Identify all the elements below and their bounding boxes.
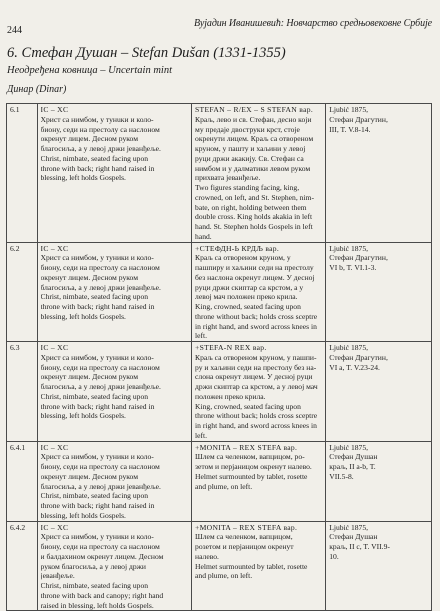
reverse-description-line: left. — [195, 430, 208, 440]
obverse-description-line: биону, седи на престолу са наслоном — [40, 542, 160, 551]
reverse-description-line: and plume, on left. — [195, 481, 253, 491]
references-cell-line: Ljubić 1875, — [329, 105, 369, 114]
reverse-description-line: држи скиптар са крстом, а у левој мач — [195, 382, 318, 391]
references-cell-line: Стефан Драгутин, — [329, 114, 388, 124]
obverse-description-line: IC – XC — [40, 105, 69, 114]
obverse-description-line: blessing, left holds Gospels. — [40, 173, 126, 183]
reverse-description-line: +MONITA – REX STEFA вар. — [195, 442, 298, 452]
references-cell — [326, 521, 432, 611]
reverse-description-line: без наслона окренут лицем. У десној — [195, 272, 315, 282]
references-cell — [326, 242, 432, 342]
reverse-description-line: прихвата јеванђеље. — [195, 173, 261, 183]
references-cell-line: Стефан Драгутин, — [329, 352, 388, 362]
obverse-description-line: окренут лицем. Десном руком — [40, 471, 138, 481]
reverse-description-line: Two figures standing facing, king, — [195, 183, 300, 192]
obverse-description — [37, 521, 192, 611]
reverse-description — [192, 242, 326, 342]
references-cell-line: Стефан Душан — [329, 452, 378, 462]
catalogue-row — [7, 242, 432, 342]
references-cell-line: Ljubić 1875, — [329, 243, 369, 253]
reverse-description-line: Краљ са отвореном круном, у — [195, 253, 291, 263]
reverse-description-line: круном, у пашту и хаљини у левој — [195, 144, 306, 153]
catalogue-number: 6.1 — [7, 104, 38, 243]
obverse-description-line: окренут лицем. Десном руком — [40, 372, 138, 382]
references-cell — [326, 342, 432, 442]
obverse-description-line: и балдахином окренут лицем. Десном — [40, 551, 164, 561]
reverse-description-line: руци држи акакију. Св. Стефан са — [195, 153, 304, 163]
references-cell-line: Ljubić 1875, — [329, 442, 369, 452]
obverse-description-line: throne with back and canopy; right hand — [40, 590, 164, 600]
reverse-description — [192, 104, 326, 243]
reverse-description-line: STEFAN – R/EX – S STEFAN вар. — [195, 105, 314, 114]
obverse-description — [37, 441, 192, 521]
obverse-description-line: окренут лицем. Десном руком — [40, 134, 138, 144]
obverse-description-line: raised in blessing, left holds Gospels. — [40, 600, 154, 610]
obverse-description-line: благосиља, а у левој држи јеванђеље. — [40, 144, 161, 153]
obverse-description-line: Христ са нимбом, у туники и коло- — [40, 253, 154, 263]
reverse-description-line: hand. — [195, 231, 212, 241]
obverse-description-line: throne with back; right hand raised in — [40, 501, 155, 510]
references-cell — [326, 441, 432, 521]
running-head: Вујадин Иванишевић: Новчарство средњовековне Србије — [194, 18, 432, 29]
obverse-description-line: Христ са нимбом, у туники и коло- — [40, 532, 154, 542]
catalogue-number: 6.2 — [7, 242, 38, 342]
catalogue-number: 6.4.1 — [7, 441, 38, 521]
obverse-description-line: окренут лицем. Десном руком — [40, 272, 138, 282]
obverse-description-line: биону, седи на престолу са наслоном — [40, 462, 160, 471]
obverse-description-line: Christ, nimbate, seated facing upon — [40, 491, 149, 501]
obverse-description — [37, 104, 192, 243]
reverse-description — [192, 342, 326, 442]
obverse-description-line: благосиља, а у левој држи јеванђеље. — [40, 382, 161, 391]
reverse-description — [192, 521, 326, 611]
reverse-description-line: left. — [195, 331, 208, 341]
reverse-description-line: and plume, on left. — [195, 571, 253, 581]
catalogue-row — [7, 342, 432, 442]
reverse-description-line: положен преко крила. — [195, 391, 266, 401]
reverse-description-line: double cross. King holds akakia in left — [195, 212, 313, 222]
obverse-description-line: биону, седи на престолу са наслоном — [40, 263, 160, 272]
catalogue-row — [7, 104, 432, 243]
reverse-description-line: crowned, on left, and St. Stephen, nim- — [195, 192, 314, 202]
obverse-description-line: blessing, left holds Gospels. — [40, 311, 126, 321]
references-cell-line: Ljubić 1875, — [329, 343, 369, 352]
references-cell-line: Стефан Драгутин, — [329, 253, 388, 263]
denomination-heading: Динар (Dinar) — [7, 84, 67, 95]
references-cell-line: Ljubić 1875, — [329, 522, 369, 532]
reverse-description-line: +STEFA-N REX вар. — [195, 343, 267, 352]
obverse-description-line: blessing, left holds Gospels. — [40, 411, 126, 421]
page-number: 244 — [7, 25, 22, 36]
catalogue-number: 6.3 — [7, 342, 38, 442]
obverse-description-line: јеванђеље. — [40, 571, 75, 581]
reverse-description-line: King, crowned, seated facing upon — [195, 401, 301, 411]
section-title: 6. Стефан Душан – Stefan Dušan (1331-1355) — [7, 45, 286, 61]
reverse-description-line: му предаје двоструки крст, стоје — [195, 124, 300, 134]
reverse-description — [192, 441, 326, 521]
obverse-description-line: IC – XC — [40, 243, 69, 253]
obverse-description-line: Christ, nimbate, seated facing upon — [40, 292, 149, 302]
obverse-description-line: Christ, nimbate, seated facing upon — [40, 581, 149, 590]
catalogue-number: 6.4.2 — [7, 521, 38, 611]
reverse-description-line: Шлем са челенком, вапцицом, ро- — [195, 452, 305, 462]
obverse-description-line: Christ, nimbate, seated facing upon — [40, 153, 149, 163]
references-cell-line: краљ, II c, T. VII.9- — [329, 542, 390, 551]
reverse-description-line: hand. St. Stephen holds Gospels in left — [195, 222, 313, 231]
reverse-description-line: throne without back; holds cross sceptre — [195, 411, 318, 421]
catalogue-row — [7, 441, 432, 521]
obverse-description-line: Христ са нимбом, у туники и коло- — [40, 452, 154, 462]
reverse-description-line: +СТЕФДН-Ь КРДЉ вар. — [195, 243, 280, 253]
obverse-description — [37, 342, 192, 442]
reverse-description-line: King, crowned, seated facing upon — [195, 302, 301, 311]
references-cell-line: III, T. V.8-14. — [329, 124, 371, 134]
references-cell-line: 10. — [329, 551, 339, 561]
obverse-description-line: throne with back; right hand raised in — [40, 302, 155, 311]
reverse-description-line: руци држи скиптар са крстом, а у — [195, 282, 304, 292]
obverse-description-line: IC – XC — [40, 442, 69, 452]
obverse-description-line: blessing, left holds Gospels. — [40, 510, 126, 520]
obverse-description-line: IC – XC — [40, 343, 69, 352]
reverse-description-line: пашпиру и хаљини седи на престолу — [195, 263, 314, 272]
reverse-description-line: Краљ са отвореном круном, у пашпи- — [195, 352, 317, 362]
obverse-description-line: throne with back; right hand raised in — [40, 401, 155, 411]
reverse-description-line: Helmet surmounted by tablet, rosette — [195, 561, 308, 571]
reverse-description-line: Краљ, лево и св. Стефан, десно који — [195, 114, 312, 124]
reverse-description-line: зетом и перјаницом окренут налево. — [195, 462, 312, 471]
reverse-description-line: in right hand, and sword across knees in — [195, 421, 317, 430]
obverse-description-line: биону, седи на престолу са наслоном — [40, 362, 160, 372]
reverse-description-line: +MONITA – REX STEFA вар. — [195, 522, 298, 532]
obverse-description-line: throne with back; right hand raised in — [40, 163, 155, 173]
reverse-description-line: нимбом и у далматики левом руком — [195, 163, 311, 173]
obverse-description-line: благосиља, а у левој држи јеванђеље. — [40, 481, 161, 491]
reverse-description-line: Шлем са челенком, вапцицом, — [195, 532, 293, 542]
reverse-description-line: in right hand, and sword across knees in — [195, 321, 317, 331]
reverse-description-line: bate, on right, holding between them — [195, 202, 307, 212]
reverse-description-line: ру и хаљини седи на престолу без на- — [195, 362, 317, 372]
references-cell-line: VI b, T. VI.1-3. — [329, 263, 377, 272]
section-subtitle: Неодређена ковница – Uncertain mint — [7, 65, 172, 76]
references-cell-line: Стефан Душан — [329, 532, 378, 542]
reverse-description-line: окренути лицем. Краљ са отвореном — [195, 134, 314, 144]
obverse-description-line: биону, седи на престолу са наслоном — [40, 124, 160, 134]
obverse-description — [37, 242, 192, 342]
coin-catalogue-rows — [7, 104, 432, 611]
reverse-description-line: Helmet surmounted by tablet, rosette — [195, 471, 308, 481]
coin-catalogue-table — [6, 103, 432, 611]
obverse-description-line: Христ са нимбом, у тунuки и коло- — [40, 114, 154, 124]
references-cell-line: краљ, II a-b, T. — [329, 462, 376, 471]
reverse-description-line: левој мач положен преко крила. — [195, 292, 298, 302]
reverse-description-line: розетом и перјаницом окренут — [195, 542, 294, 551]
obverse-description-line: Христ са нимбом, у туники и коло- — [40, 352, 154, 362]
obverse-description-line: Christ, nimbate, seated facing upon — [40, 391, 149, 401]
obverse-description-line: благосиља, а у левој држи јеванђеље. — [40, 282, 161, 292]
references-cell — [326, 104, 432, 243]
reverse-description-line: throne without back; holds cross sceptre — [195, 311, 318, 321]
catalogue-row — [7, 521, 432, 611]
references-cell-line: VI a, T. V.23-24. — [329, 362, 380, 372]
obverse-description-line: IC – XC — [40, 522, 69, 532]
reverse-description-line: слона окренут лицем. У десној руци — [195, 372, 313, 382]
reverse-description-line: налево. — [195, 551, 219, 561]
references-cell-line: VII.5-8. — [329, 471, 354, 481]
obverse-description-line: руком благосиља, а у левој држи — [40, 561, 146, 571]
